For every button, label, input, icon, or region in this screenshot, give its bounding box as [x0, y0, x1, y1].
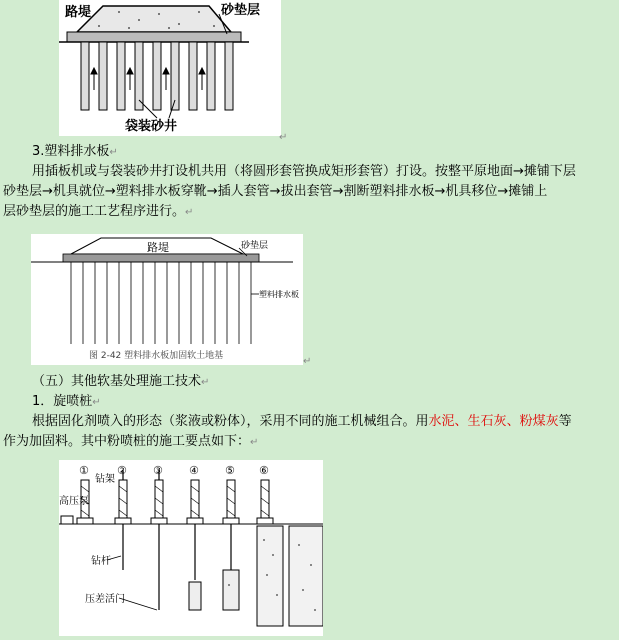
figure-sand-drain [59, 0, 281, 136]
section5-para-line1: 根据固化剂喷入的形态（浆液或粉体），采用不同的施工机械组合。用水泥、生石灰、粉煤灰等 [32, 414, 572, 429]
section3-para-line1: 用插板机或与袋装砂井打设机共用（将圆形套管换成矩形套管）打设。按整平原地面→摊铺下层 [32, 164, 576, 179]
section5-para-line2: 作为加固料。其中粉喷桩的施工要点如下：↵ [3, 434, 259, 449]
powder-jet-diagram [59, 460, 323, 636]
section3-para-line2: 砂垫层→机具就位→塑料排水板穿靴→插人套管→拔出套管→割断塑料排水板→机具移位→摊铺上 [3, 184, 548, 199]
step-6-label: ⑥ [259, 464, 269, 477]
material-flyash: 粉煤灰 [519, 414, 559, 429]
section5-heading: （五）其他软基处理施工技术↵ [32, 374, 210, 389]
section3-heading: 3.塑料排水板↵ [32, 144, 118, 159]
valve-label: 压差活门 [85, 594, 125, 605]
sand-well-label: 袋装砂井 [125, 119, 178, 134]
figure2-caption: 图 2-42 塑料排水板加固软土地基 [89, 351, 224, 361]
step-3-label: ③ [153, 464, 163, 477]
sand-layer-label: 砂垫层 [221, 3, 261, 18]
step-2-label: ② [117, 464, 127, 477]
step-4-label: ④ [189, 464, 199, 477]
pump-label: 高压泵 [59, 496, 89, 507]
step-5-label: ⑤ [225, 464, 235, 477]
sand-drain-diagram [59, 0, 281, 136]
drain-board-label: 塑料排水板 [259, 290, 299, 299]
plastic-drain-diagram [31, 234, 303, 365]
figure-plastic-drain-board [31, 234, 303, 365]
para-mark: ↵ [279, 132, 288, 143]
road-label: 路堤 [65, 5, 92, 20]
sand-layer-label-2: 砂垫层 [241, 241, 269, 251]
material-cement: 水泥 [428, 414, 455, 429]
section5-subheading: 1．旋喷桩↵ [32, 394, 101, 409]
para-mark: ↵ [303, 356, 312, 367]
rod-label: 钻杆 [91, 556, 111, 567]
material-quicklime: 生石灰 [467, 414, 507, 429]
section3-para-line3: 层砂垫层的施工工艺程序进行。↵ [3, 204, 194, 219]
figure-powder-jet-pile [59, 460, 323, 636]
road-label-2: 路堤 [147, 241, 169, 254]
rig-label: 钻架 [95, 474, 115, 485]
step-1-label: ① [79, 464, 89, 477]
